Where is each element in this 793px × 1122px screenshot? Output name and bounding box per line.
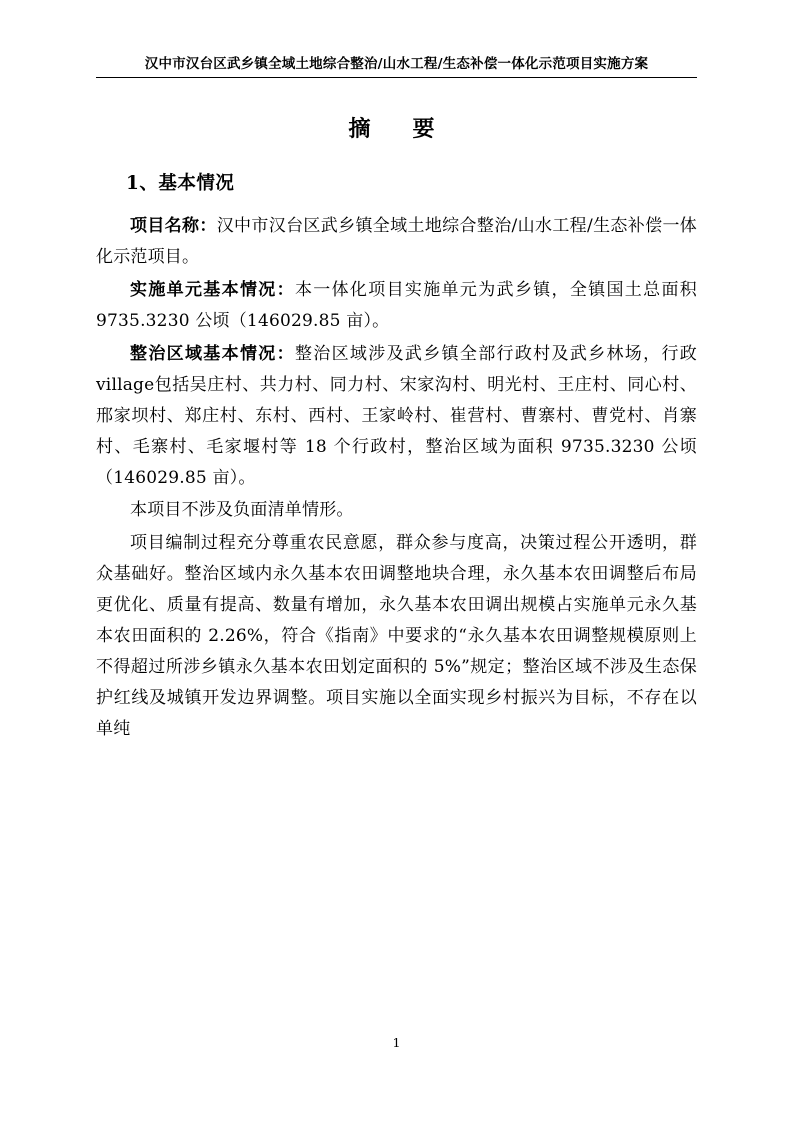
paragraph-lead: 实施单元基本情况： bbox=[130, 279, 295, 300]
section-heading: 1、基本情况 bbox=[126, 173, 235, 194]
paragraph-lead: 整治区域基本情况： bbox=[130, 343, 295, 364]
paragraph-negative-list bbox=[96, 495, 697, 526]
paragraph-text: 本项目不涉及负面清单情形。 bbox=[130, 500, 354, 521]
paragraph-regulation-area bbox=[96, 339, 697, 494]
paragraph-lead: 项目名称： bbox=[130, 216, 217, 236]
paragraph-project-name bbox=[96, 211, 697, 273]
paragraph-text: 汉中市汉台区武乡镇全域土地综合整治/山水工程/生态补偿一体化示范项目。 bbox=[96, 216, 697, 267]
paragraph-text: 项目编制过程充分尊重农民意愿，群众参与度高，决策过程公开透明，群众基础好。整治区域内永久基本农田调整地块合理，永久基本农田调整后布局更优化、质量有提高、数量有增加，永久基本农田调出规模占实施单元永久基本农田面积的 2.26%，符合《指南》中要求的“永久基本农田调整规模原则上不得超过所涉乡镇永久基本农田划定面积的 5%”规定；整治区域不涉及生态保护红线及城镇开发边界调整。项目实施以全面实现乡村振兴为目标，不存在以单纯 bbox=[96, 533, 697, 739]
page-header: 汉中市汉台区武乡镇全域土地综合整治/山水工程/生态补偿一体化示范项目实施方案 bbox=[96, 52, 697, 78]
document-body bbox=[96, 100, 697, 747]
page-number: 1 bbox=[392, 1035, 401, 1050]
paragraph-implementation-unit bbox=[96, 275, 697, 337]
paragraph-process bbox=[96, 528, 697, 745]
paragraph-text: 本一体化项目实施单元为武乡镇，全镇国土总面积 9735.3230 公顷（146029.85 亩）。 bbox=[96, 279, 697, 331]
page-title: 摘 要 bbox=[348, 116, 445, 142]
paragraph-text: 整治区域涉及武乡镇全部行政村及武乡林场，行政village包括吴庄村、共力村、同力村、宋家沟村、明光村、王庄村、同心村、邢家坝村、郑庄村、东村、西村、王家岭村、崔营村、曹寨村、曹党村、肖寨村、毛寨村、毛家堰村等 18 个行政村，整治区域为面积 9735.3230 公顷（146029.85 亩）。 bbox=[96, 343, 697, 488]
